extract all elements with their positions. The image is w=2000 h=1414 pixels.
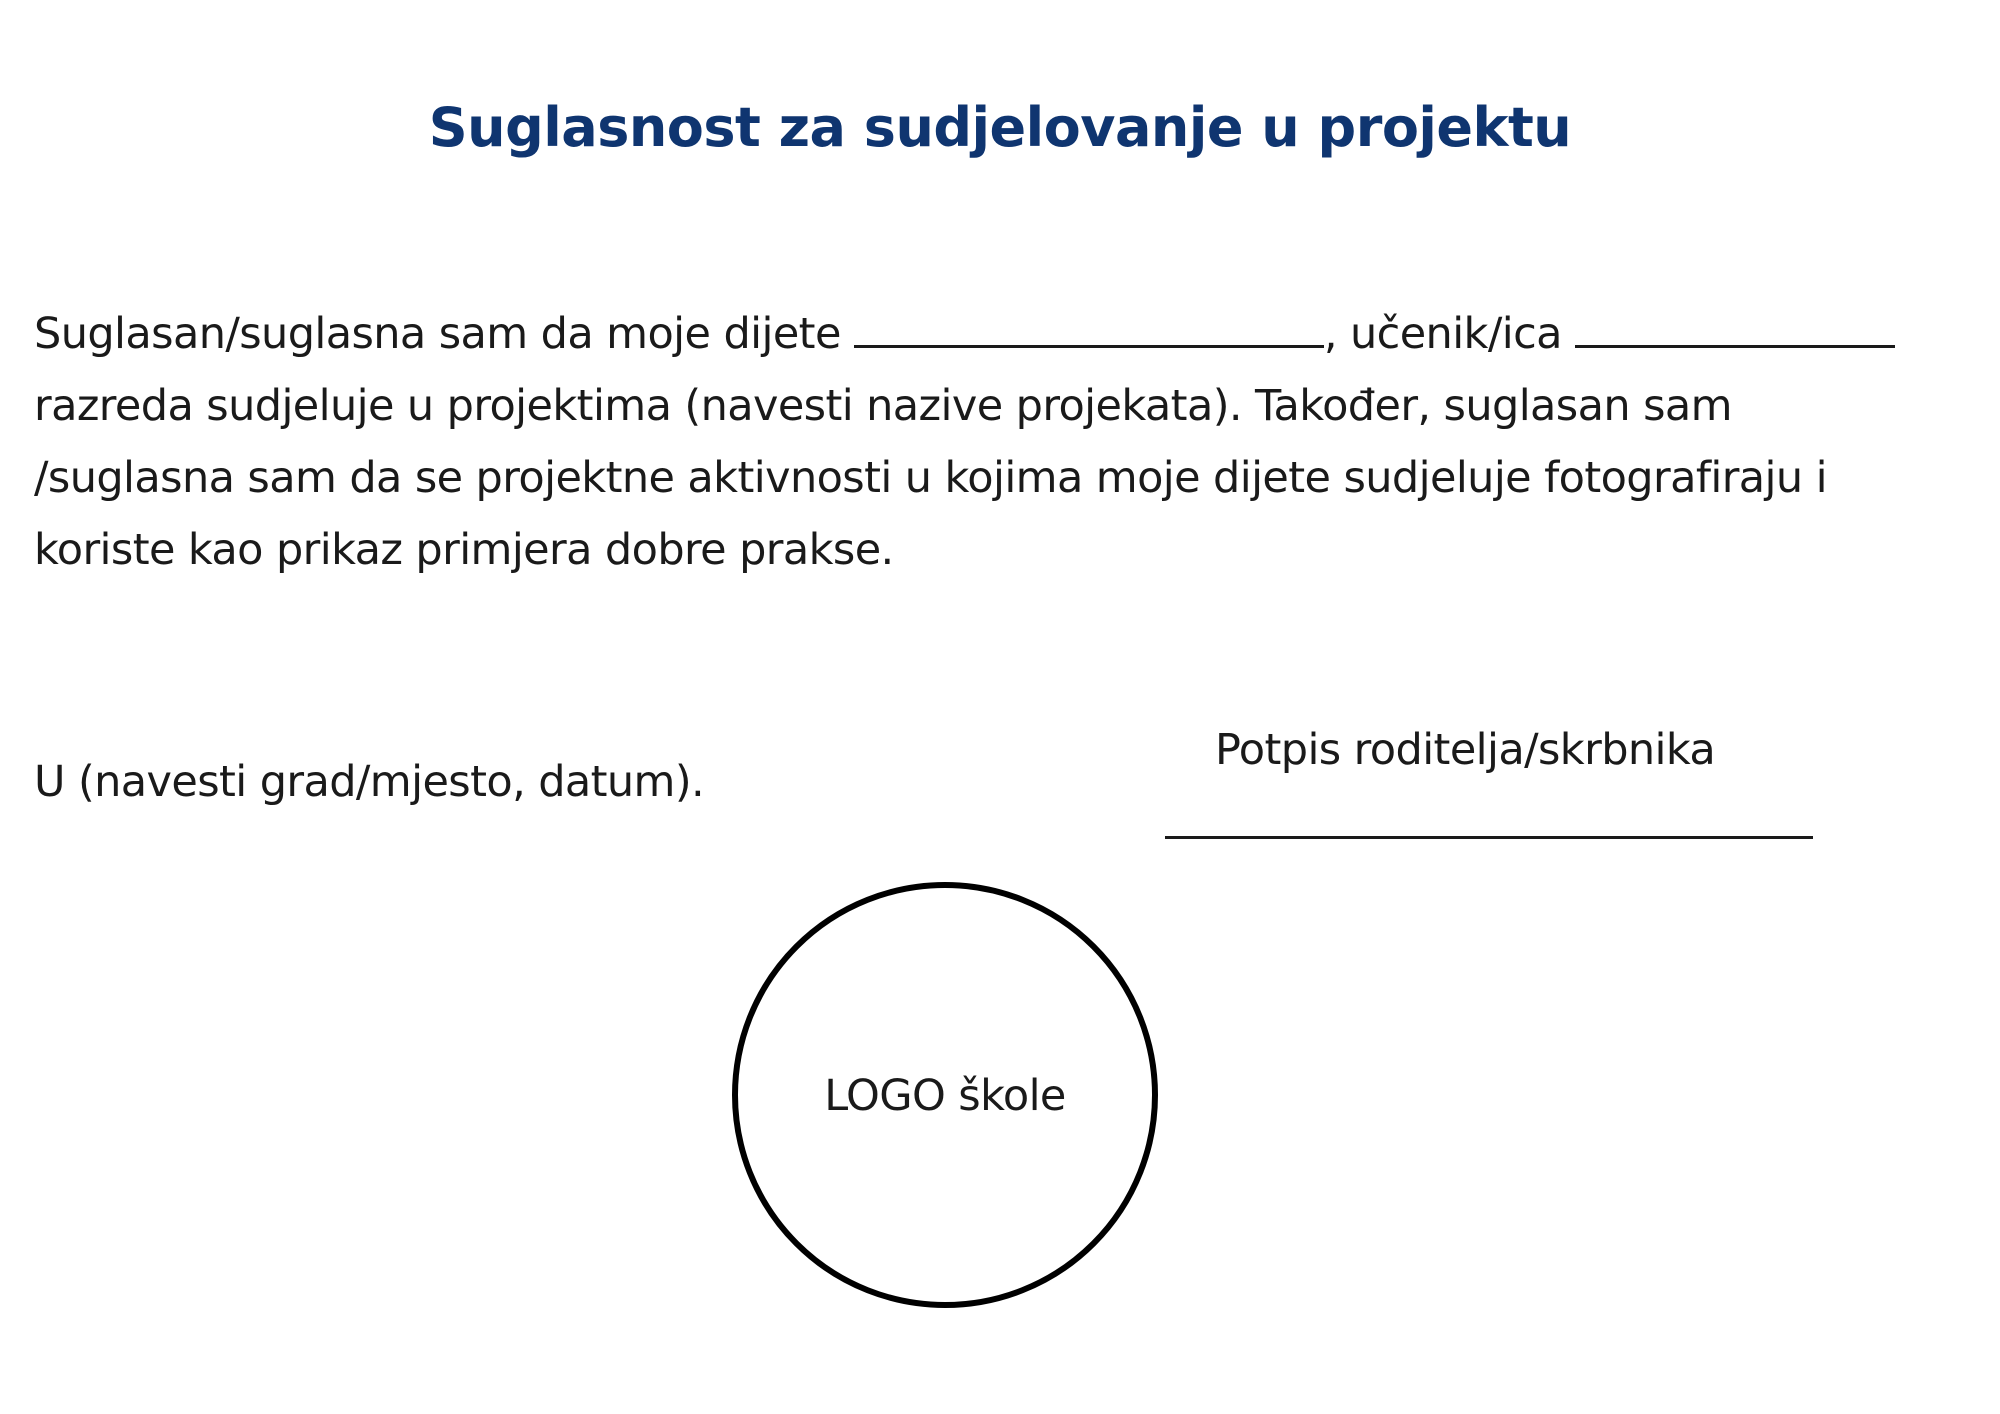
document-title: Suglasnost za sudjelovanje u projektu <box>428 96 1572 159</box>
paragraph-line-1 <box>34 298 1984 370</box>
paragraph-line-1-middle: , učenik/ica <box>1323 309 1575 359</box>
grade-blank <box>1575 301 1895 348</box>
paragraph-line-2: razreda sudjeluje u projektima (navesti nazive projekata). Također, suglasan sam <box>34 381 1732 431</box>
consent-paragraph <box>34 298 1984 586</box>
child-name-blank <box>854 301 1324 348</box>
signature-label: Potpis roditelja/skrbnika <box>1215 725 1716 775</box>
signature-line <box>1165 836 1813 839</box>
paragraph-line-3: /suglasna sam da se projektne aktivnosti u kojima moje dijete sudjeluje fotografiraju i <box>34 453 1827 503</box>
paragraph-line-4: koriste kao prikaz primjera dobre prakse. <box>34 525 894 575</box>
logo-label: LOGO škole <box>824 1071 1066 1121</box>
paragraph-line-1-start: Suglasan/suglasna sam da moje dijete <box>34 309 854 359</box>
place-date-text: U (navesti grad/mjesto, datum). <box>34 757 705 807</box>
